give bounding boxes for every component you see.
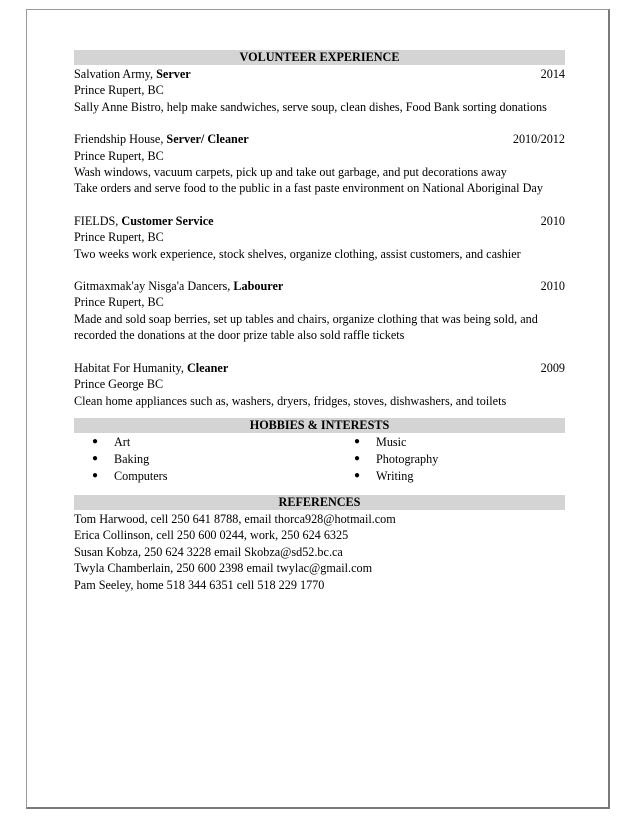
volunteer-heading: VOLUNTEER EXPERIENCE [74, 50, 565, 65]
entry-role: Customer Service [121, 213, 214, 228]
references-list [74, 511, 565, 593]
entry-description: recorded the donations at the door prize table also sold raffle tickets [74, 328, 405, 343]
entry-location: Prince Rupert, BC [74, 230, 164, 245]
entry-title-row [74, 131, 565, 147]
hobby-label: Music [376, 435, 407, 450]
hobbies-list [74, 434, 565, 485]
entry-role: Server/ Cleaner [166, 132, 249, 147]
bullet-icon: ● [92, 436, 99, 448]
entry-location: Prince Rupert, BC [74, 148, 164, 163]
hobby-item [354, 451, 438, 468]
resume-content [74, 50, 565, 593]
entry-title-row [74, 278, 565, 294]
bullet-icon: ● [354, 470, 361, 482]
bullet-icon: ● [92, 470, 99, 482]
hobbies-right-column [354, 434, 438, 485]
hobby-item [354, 468, 438, 485]
hobbies-left-column [74, 434, 354, 485]
entry-location: Prince George BC [74, 377, 164, 392]
reference-line: Tom Harwood, cell 250 641 8788, email thorca928@hotmail.com [74, 511, 396, 526]
entry-role: Server [156, 67, 191, 81]
bullet-icon: ● [354, 453, 361, 465]
entry-description: Sally Anne Bistro, help make sandwiches, serve soup, clean dishes, Food Bank sorting donations [74, 99, 547, 114]
reference-line: Twyla Chamberlain, 250 600 2398 email twylac@gmail.com [74, 561, 373, 576]
entry-date: 2014 [540, 67, 565, 81]
volunteer-entry [74, 66, 565, 115]
entry-location: Prince Rupert, BC [74, 295, 164, 310]
entry-title [74, 66, 191, 82]
hobby-label: Photography [376, 452, 439, 467]
reference-line: Susan Kobza, 250 624 3228 email Skobza@sd52.bc.ca [74, 544, 343, 559]
volunteer-entry [74, 360, 565, 409]
hobby-item [92, 468, 354, 485]
entry-organization: Gitmaxmak'ay Nisga'a Dancers, [74, 279, 231, 294]
entry-description: Two weeks work experience, stock shelves, organize clothing, assist customers, and cashier [74, 246, 521, 261]
entry-title-row [74, 213, 565, 229]
entry-organization: FIELDS, [74, 213, 119, 228]
entry-title [74, 131, 249, 147]
hobby-item [92, 434, 354, 451]
entry-title-row [74, 66, 565, 82]
references-heading: REFERENCES [74, 495, 565, 510]
hobbies-heading: HOBBIES & INTERESTS [74, 418, 565, 433]
entry-location: Prince Rupert, BC [74, 83, 164, 98]
entry-organization: Friendship House, [74, 132, 164, 147]
volunteer-entry [74, 278, 565, 344]
volunteer-entries [74, 66, 565, 409]
entry-description: Made and sold soap berries, set up tables and chairs, organize clothing that was being sold, and [74, 311, 538, 326]
entry-title [74, 213, 214, 229]
entry-organization: Salvation Army, [74, 67, 154, 81]
reference-line: Erica Collinson, cell 250 600 0244, work, 250 624 6325 [74, 528, 349, 543]
reference-line: Pam Seeley, home 518 344 6351 cell 518 229 1770 [74, 577, 325, 592]
entry-date: 2009 [540, 360, 565, 375]
bullet-icon: ● [354, 436, 361, 448]
entry-title-row [74, 360, 565, 376]
hobby-label: Writing [376, 469, 414, 484]
hobby-label: Computers [114, 469, 168, 484]
entry-description: Take orders and serve food to the public in a fast paste environment on National Aboriginal Day [74, 181, 543, 196]
entry-title [74, 278, 283, 294]
entry-role: Cleaner [186, 360, 229, 375]
entry-date: 2010 [540, 279, 565, 294]
entry-title [74, 360, 228, 376]
entry-role: Labourer [233, 279, 284, 294]
entry-description: Wash windows, vacuum carpets, pick up and take out garbage, and put decorations away [74, 165, 507, 180]
hobby-item [92, 451, 354, 468]
hobby-label: Art [114, 435, 131, 450]
entry-date: 2010/2012 [512, 132, 565, 147]
hobby-label: Baking [114, 452, 150, 467]
volunteer-entry [74, 213, 565, 262]
entry-description: Clean home appliances such as, washers, dryers, fridges, stoves, dishwashers, and toilets [74, 393, 507, 408]
entry-date: 2010 [540, 213, 565, 228]
hobby-item [354, 434, 438, 451]
entry-organization: Habitat For Humanity, [74, 360, 184, 375]
volunteer-entry [74, 131, 565, 197]
bullet-icon: ● [92, 453, 99, 465]
